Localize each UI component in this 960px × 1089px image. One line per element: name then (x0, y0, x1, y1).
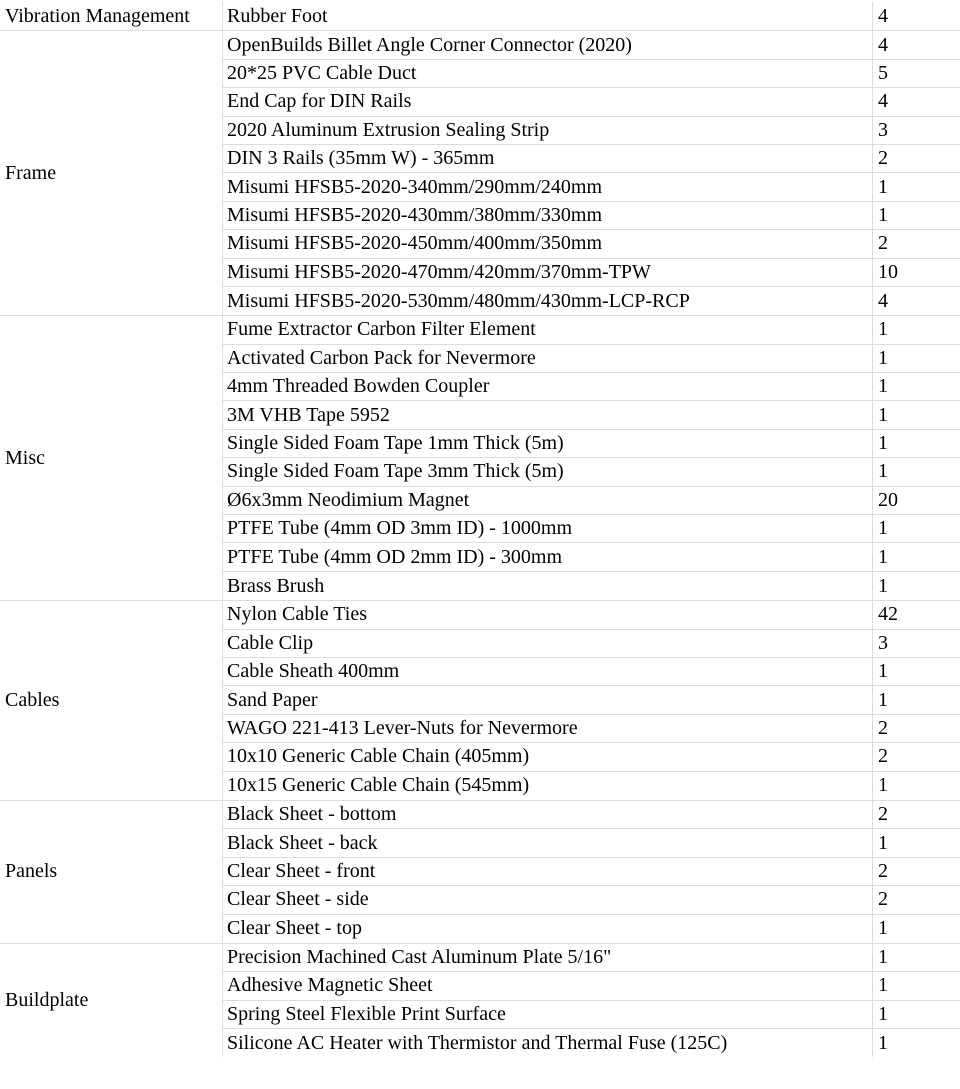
item-name-cell[interactable]: Rubber Foot (223, 2, 873, 30)
item-quantity-cell[interactable]: 1 (878, 1002, 888, 1025)
item-name-cell[interactable]: 3M VHB Tape 5952 (223, 401, 873, 428)
item-quantity-cell[interactable]: 1 (878, 774, 888, 797)
item-quantity-cell[interactable]: 1 (878, 917, 888, 940)
table-row (223, 287, 960, 315)
table-row (223, 316, 960, 344)
table-row (223, 829, 960, 857)
item-name-cell[interactable]: Clear Sheet - front (223, 858, 873, 885)
item-name-cell[interactable]: Single Sided Foam Tape 3mm Thick (5m) (223, 458, 873, 485)
table-row (223, 915, 960, 943)
item-quantity-cell[interactable]: 2 (878, 859, 888, 882)
item-quantity-cell[interactable]: 2 (878, 745, 888, 768)
table-row (223, 117, 960, 145)
item-name-cell[interactable]: Black Sheet - back (223, 829, 873, 856)
table-row (223, 572, 960, 600)
table-row (223, 60, 960, 88)
category-group (0, 316, 960, 601)
item-name-cell[interactable]: Clear Sheet - top (223, 915, 873, 943)
category-group (0, 601, 960, 801)
item-quantity-cell[interactable]: 1 (878, 318, 888, 341)
item-name-cell[interactable]: Sand Paper (223, 686, 873, 713)
table-row (223, 345, 960, 373)
table-row (223, 230, 960, 258)
item-quantity-cell[interactable]: 1 (878, 946, 888, 969)
category-group (0, 944, 960, 1058)
item-name-cell[interactable]: Cable Clip (223, 630, 873, 657)
item-name-cell[interactable]: Fume Extractor Carbon Filter Element (223, 316, 873, 343)
table-row (223, 944, 960, 972)
item-name-cell[interactable]: Single Sided Foam Tape 1mm Thick (5m) (223, 430, 873, 457)
table-row (223, 2, 960, 30)
item-quantity-cell[interactable]: 2 (878, 147, 888, 170)
item-name-cell[interactable]: 4mm Threaded Bowden Coupler (223, 373, 873, 400)
item-quantity-cell[interactable]: 20 (878, 488, 898, 511)
item-quantity-cell[interactable]: 3 (878, 118, 888, 141)
category-cell[interactable]: Panels (0, 801, 223, 943)
item-quantity-cell[interactable]: 1 (878, 545, 888, 568)
item-quantity-cell[interactable]: 1 (878, 660, 888, 683)
table-row (223, 487, 960, 515)
item-quantity-cell[interactable]: 2 (878, 716, 888, 739)
item-name-cell[interactable]: PTFE Tube (4mm OD 3mm ID) - 1000mm (223, 515, 873, 542)
table-row (223, 743, 960, 771)
item-name-cell[interactable]: Silicone AC Heater with Thermistor and Thermal Fuse (125C) (223, 1029, 873, 1057)
item-quantity-cell[interactable]: 1 (878, 1031, 888, 1054)
item-rows (223, 31, 960, 315)
item-quantity-cell[interactable]: 5 (878, 61, 888, 84)
item-rows (223, 316, 960, 600)
item-quantity-cell[interactable]: 1 (878, 574, 888, 597)
item-name-cell[interactable]: OpenBuilds Billet Angle Corner Connector (2020) (223, 31, 873, 58)
item-quantity-cell[interactable]: 4 (878, 289, 888, 312)
item-quantity-cell[interactable]: 1 (878, 974, 888, 997)
table-row (223, 801, 960, 829)
item-name-cell[interactable]: Clear Sheet - side (223, 886, 873, 913)
table-row (223, 858, 960, 886)
table-row (223, 601, 960, 629)
table-row (223, 173, 960, 201)
item-rows (223, 944, 960, 1058)
item-rows (223, 601, 960, 800)
item-quantity-cell[interactable]: 2 (878, 232, 888, 255)
table-row (223, 686, 960, 714)
item-quantity-cell[interactable]: 2 (878, 803, 888, 826)
category-group (0, 31, 960, 316)
item-name-cell[interactable]: Activated Carbon Pack for Nevermore (223, 345, 873, 372)
item-name-cell[interactable]: Black Sheet - bottom (223, 801, 873, 828)
table-row (223, 458, 960, 486)
item-rows (223, 2, 960, 30)
item-name-cell[interactable]: 10x10 Generic Cable Chain (405mm) (223, 743, 873, 770)
item-quantity-cell[interactable]: 1 (878, 831, 888, 854)
item-quantity-cell[interactable]: 1 (878, 517, 888, 540)
table-row (223, 630, 960, 658)
item-name-cell[interactable]: WAGO 221-413 Lever-Nuts for Nevermore (223, 715, 873, 742)
table-row (223, 1029, 960, 1057)
table-row (223, 886, 960, 914)
item-name-cell[interactable]: Ø6x3mm Neodimium Magnet (223, 487, 873, 514)
item-name-cell[interactable]: Cable Sheath 400mm (223, 658, 873, 685)
table-row (223, 1001, 960, 1029)
item-quantity-cell[interactable]: 1 (878, 375, 888, 398)
table-row (223, 373, 960, 401)
table-row (223, 430, 960, 458)
item-name-cell[interactable]: 2020 Aluminum Extrusion Sealing Strip (223, 117, 873, 144)
item-name-cell[interactable]: Nylon Cable Ties (223, 601, 873, 628)
item-name-cell[interactable]: 20*25 PVC Cable Duct (223, 60, 873, 87)
table-row (223, 259, 960, 287)
item-quantity-cell[interactable]: 1 (878, 460, 888, 483)
item-quantity-cell[interactable]: 42 (878, 603, 898, 626)
item-quantity-cell[interactable]: 1 (878, 346, 888, 369)
item-quantity-cell[interactable]: 1 (878, 688, 888, 711)
table-row (223, 972, 960, 1000)
item-quantity-cell[interactable]: 1 (878, 432, 888, 455)
item-quantity-cell[interactable]: 4 (878, 4, 888, 27)
item-name-cell[interactable]: Adhesive Magnetic Sheet (223, 972, 873, 999)
table-row (223, 772, 960, 800)
item-quantity-cell[interactable]: 1 (878, 175, 888, 198)
table-row (223, 715, 960, 743)
item-quantity-cell[interactable]: 1 (878, 203, 888, 226)
item-quantity-cell[interactable]: 4 (878, 33, 888, 56)
category-cell[interactable]: Misc (0, 316, 223, 600)
category-group (0, 801, 960, 944)
item-name-cell[interactable]: Precision Machined Cast Aluminum Plate 5/16" (223, 944, 873, 971)
table-row (223, 515, 960, 543)
item-name-cell[interactable]: Brass Brush (223, 572, 873, 600)
category-cell[interactable]: Frame (0, 31, 223, 315)
item-name-cell[interactable]: Misumi HFSB5-2020-450mm/400mm/350mm (223, 230, 873, 257)
table-row (223, 401, 960, 429)
category-cell[interactable]: Cables (0, 601, 223, 800)
table-row (223, 202, 960, 230)
item-name-cell[interactable]: DIN 3 Rails (35mm W) - 365mm (223, 145, 873, 172)
table-row (223, 88, 960, 116)
item-quantity-cell[interactable]: 4 (878, 90, 888, 113)
item-quantity-cell[interactable]: 1 (878, 403, 888, 426)
item-name-cell[interactable]: End Cap for DIN Rails (223, 88, 873, 115)
item-quantity-cell[interactable]: 10 (878, 260, 898, 283)
item-quantity-cell[interactable]: 2 (878, 888, 888, 911)
item-name-cell[interactable]: Misumi HFSB5-2020-470mm/420mm/370mm-TPW (223, 259, 873, 286)
item-name-cell[interactable]: 10x15 Generic Cable Chain (545mm) (223, 772, 873, 800)
table-row (223, 543, 960, 571)
bill-of-materials-table (0, 2, 960, 1057)
item-name-cell[interactable]: Misumi HFSB5-2020-340mm/290mm/240mm (223, 173, 873, 200)
item-quantity-cell[interactable]: 3 (878, 631, 888, 654)
category-group (0, 2, 960, 31)
category-cell[interactable]: Buildplate (0, 944, 223, 1058)
table-row (223, 31, 960, 59)
table-row (223, 145, 960, 173)
item-name-cell[interactable]: Misumi HFSB5-2020-430mm/380mm/330mm (223, 202, 873, 229)
item-name-cell[interactable]: Misumi HFSB5-2020-530mm/480mm/430mm-LCP-RCP (223, 287, 873, 315)
item-name-cell[interactable]: Spring Steel Flexible Print Surface (223, 1001, 873, 1028)
item-rows (223, 801, 960, 943)
table-row (223, 658, 960, 686)
item-name-cell[interactable]: PTFE Tube (4mm OD 2mm ID) - 300mm (223, 543, 873, 570)
category-cell[interactable]: Vibration Management (0, 2, 223, 30)
